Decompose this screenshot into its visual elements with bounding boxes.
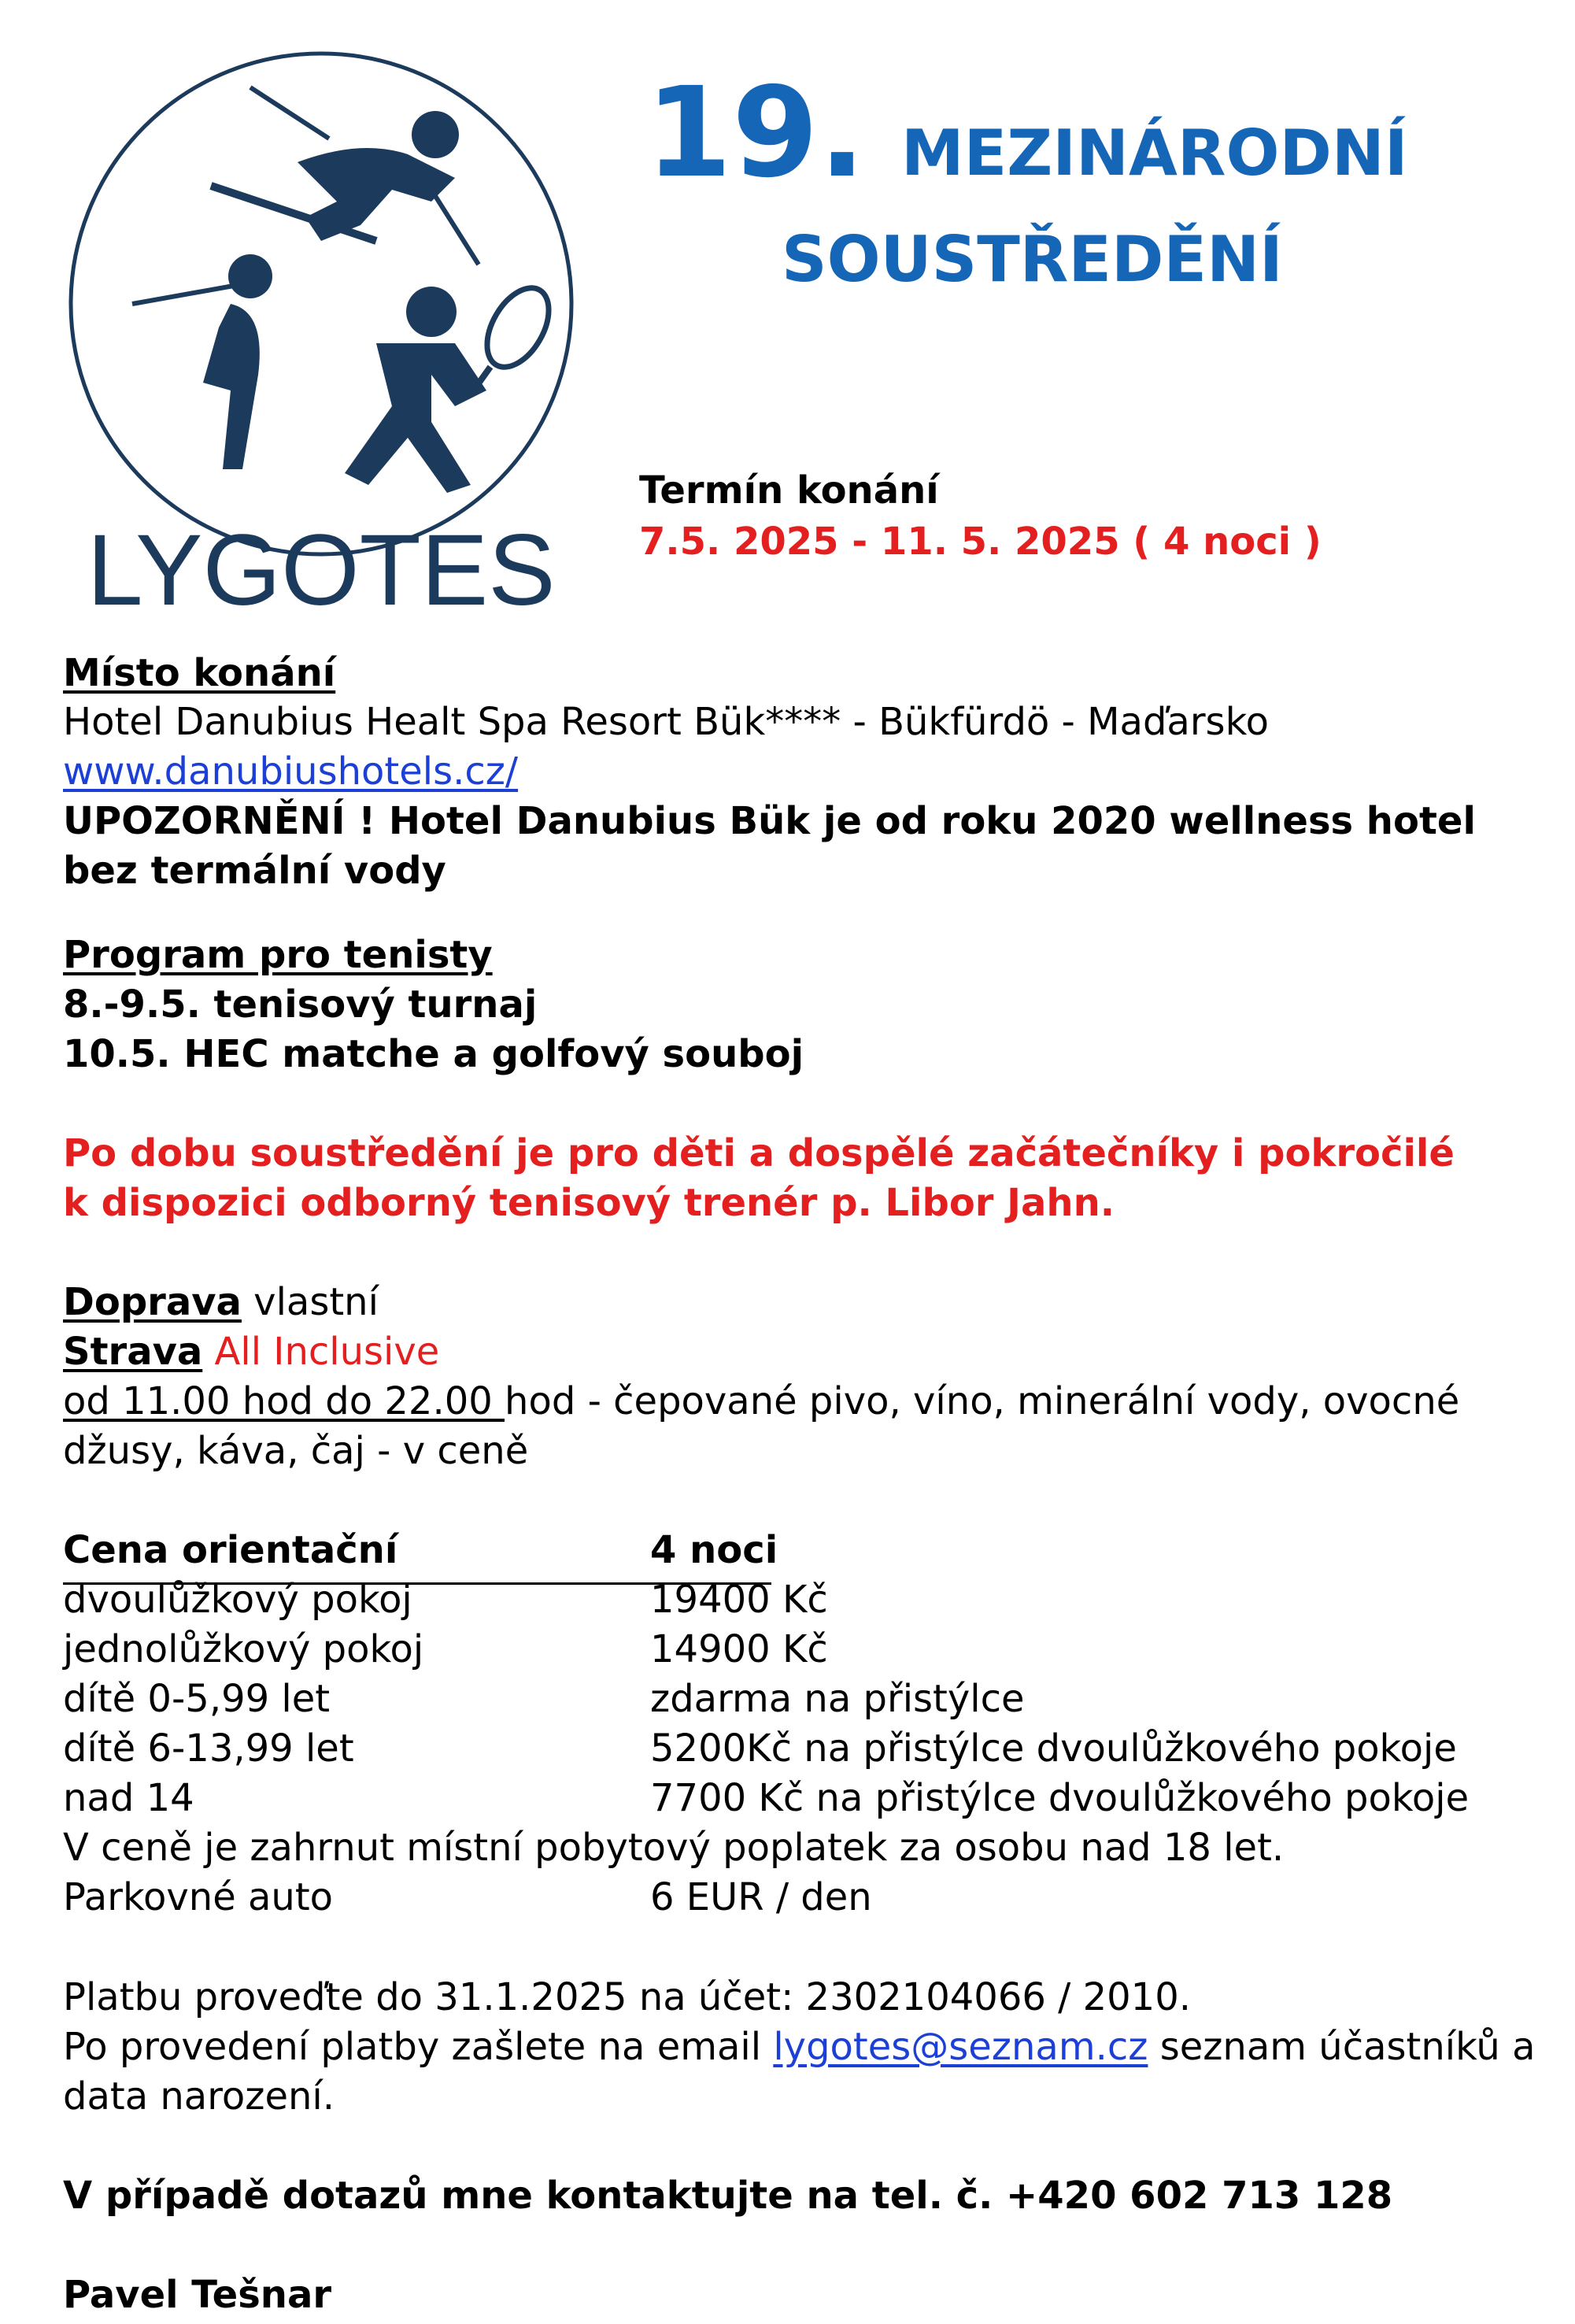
email-link[interactable]: lygotes@seznam.cz	[773, 2025, 1148, 2069]
price-row-label: dvoulůžkový pokoj	[63, 1578, 412, 1622]
contact-line: V případě dotazů mne kontaktujte na tel. č. +420 602 713 128	[63, 2174, 1393, 2218]
logo-emblem	[61, 44, 581, 627]
coach-line-2: k dispozici odborný tenisový trenér p. Libor Jahn.	[63, 1181, 1115, 1225]
payment-line-1: Platbu proveďte do 31.1.2025 na účet: 2302104066 / 2010.	[63, 1975, 1192, 2019]
coach-line-1: Po dobu soustředění je pro děti a dospělé začátečníky i pokročilé	[63, 1131, 1455, 1175]
payment-line-2	[63, 2026, 1536, 2069]
food-value: All Inclusive	[202, 1330, 440, 1374]
price-row-label: nad 14	[63, 1776, 194, 1820]
program-heading: Program pro tenisty	[63, 933, 493, 977]
term-dates: 7.5. 2025 - 11. 5. 2025 ( 4 noci )	[639, 520, 1322, 564]
transport-row	[63, 1281, 379, 1324]
signature: Pavel Tešnar	[63, 2273, 332, 2317]
price-row-value: 7700 Kč na přistýlce dvoulůžkového pokoje	[650, 1776, 1470, 1820]
payment-line-3: data narození.	[63, 2074, 335, 2119]
program-item-2: 10.5. HEC matche a golfový souboj	[63, 1032, 804, 1076]
venue-warning-2: bez termální vody	[63, 849, 446, 893]
price-heading: Cena orientační	[63, 1528, 398, 1572]
title-line-1: MEZINÁRODNÍ	[901, 117, 1408, 190]
price-row-label: dítě 0-5,99 let	[63, 1677, 331, 1721]
food-desc-row	[63, 1380, 1459, 1423]
food-desc-1: hod - čepované pivo, víno, minerální vody, ovocné	[505, 1379, 1460, 1423]
food-label: Strava	[63, 1330, 203, 1374]
payment-line-2-post: seznam účastníků a	[1148, 2025, 1536, 2069]
food-desc-2: džusy, káva, čaj - v ceně	[63, 1429, 529, 1473]
parking-value: 6 EUR / den	[650, 1875, 872, 1919]
lygotes-logo	[61, 44, 581, 627]
transport-value: vlastní	[241, 1280, 379, 1324]
food-row	[63, 1330, 439, 1374]
venue-warning-1: UPOZORNĚNÍ ! Hotel Danubius Bük je od roku 2020 wellness hotel	[63, 799, 1476, 843]
title-line-2: SOUSTŘEDĚNÍ	[782, 223, 1283, 296]
hotel-link[interactable]: www.danubiushotels.cz/	[63, 749, 519, 794]
price-row-label: jednolůžkový pokoj	[63, 1627, 424, 1671]
program-item-1: 8.-9.5. tenisový turnaj	[63, 983, 538, 1027]
price-row-label: dítě 6-13,99 let	[63, 1726, 354, 1771]
parking-label: Parkovné auto	[63, 1875, 334, 1919]
price-row-value: 5200Kč na přistýlce dvoulůžkového pokoje	[650, 1726, 1457, 1771]
price-row-value: 14900 Kč	[650, 1627, 828, 1671]
fee-note: V ceně je zahrnut místní pobytový poplatek za osobu nad 18 let.	[63, 1826, 1285, 1870]
price-row-value: zdarma na přistýlce	[650, 1677, 1025, 1721]
price-row-value: 19400 Kč	[650, 1578, 828, 1622]
food-hours: od 11.00 hod do 22.00	[63, 1379, 505, 1423]
transport-label: Doprava	[63, 1280, 242, 1324]
venue-hotel: Hotel Danubius Healt Spa Resort Bük**** - Bükfürdö - Maďarsko	[63, 700, 1270, 744]
edition-number: 19.	[645, 61, 866, 205]
logo-wordmark: LYGOTES	[87, 514, 556, 627]
venue-heading: Místo konání	[63, 651, 336, 695]
payment-line-2-pre: Po provedení platby zašlete na email	[63, 2025, 774, 2069]
price-nights: 4 noci	[650, 1528, 778, 1572]
term-label: Termín konání	[639, 468, 939, 513]
